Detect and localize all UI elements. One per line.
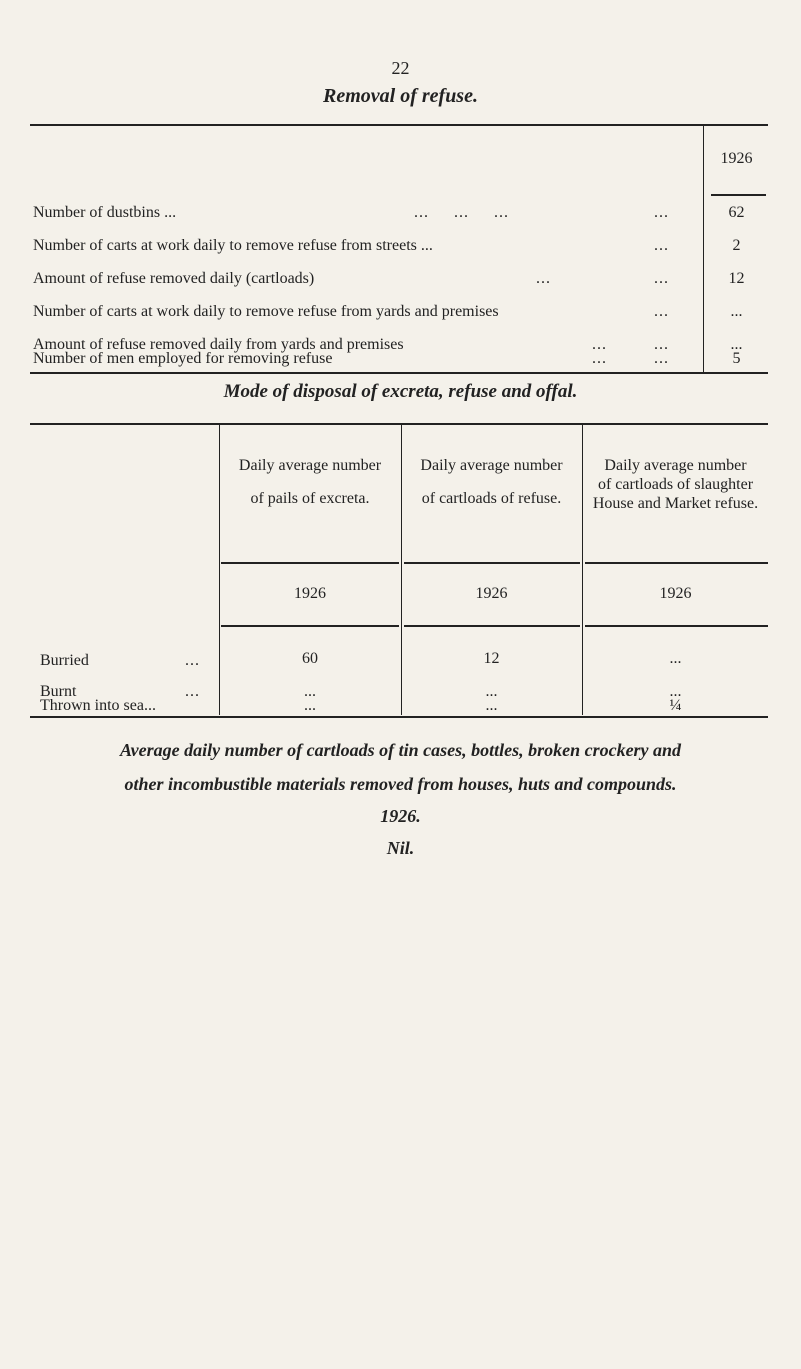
table-bottom-rule (30, 716, 768, 718)
leader-dots: ... (185, 683, 200, 700)
leader-dots: ... ... ... (414, 204, 509, 221)
column-header-line: Daily average number (238, 457, 382, 474)
table-row-value: ... (730, 336, 743, 353)
value-label: Nil. (386, 838, 415, 858)
table-row-label: Number of dustbins ... (33, 204, 177, 221)
header-underline (404, 562, 580, 564)
row-label: Burried (40, 652, 89, 669)
table-cell: 12 (483, 650, 500, 667)
table-row-value: 5 (732, 350, 741, 367)
leader-dots: ... (654, 350, 669, 367)
column-header (583, 456, 768, 513)
leader-dots: ... (654, 303, 669, 320)
table-cell: ... (485, 683, 498, 700)
leader-dots: ... (654, 204, 669, 221)
table-cell: ... (304, 697, 316, 714)
table-bottom-rule (30, 372, 768, 374)
table-row-label: Number of carts at work daily to remove refuse from streets ... (33, 237, 433, 254)
column-header (219, 456, 401, 508)
leader-dots: ... (536, 270, 551, 287)
table-top-rule (30, 423, 768, 425)
page-number: 22 (391, 58, 410, 78)
table-row-label: Number of men employed for removing refuse (33, 350, 333, 367)
table-row-label: Amount of refuse removed daily from yards and premises (33, 336, 404, 353)
table-row-label: Amount of refuse removed daily (cartloads) (33, 270, 315, 287)
leader-dots: ... (654, 336, 669, 353)
section-title: Mode of disposal of excreta, refuse and offal. (223, 381, 578, 402)
table-cell: ... (485, 697, 498, 714)
table-cell: ... (669, 650, 682, 667)
header-underline (221, 562, 399, 564)
leader-dots: ... (185, 652, 200, 669)
table-cell: 60 (302, 650, 318, 667)
section-title-continued: other incombustible materials removed from houses, huts and compounds. (124, 774, 677, 794)
column-year: 1926 (294, 585, 326, 602)
table-top-rule (30, 124, 768, 126)
table-row-value: 62 (728, 204, 745, 221)
year-underline (221, 625, 399, 627)
page-title: Removal of refuse. (323, 85, 478, 107)
leader-dots: ... (592, 350, 607, 367)
year-header: 1926 (720, 150, 753, 167)
table-row-value: ... (730, 303, 743, 320)
row-label: Burnt (40, 683, 77, 700)
year-header-underline (711, 194, 766, 196)
table-row-label: Number of carts at work daily to remove refuse from yards and premises (33, 303, 499, 320)
leader-dots: ... (654, 237, 669, 254)
column-header-line: Daily average number (420, 457, 563, 474)
section-title: Average daily number of cartloads of tin cases, bottles, broken crockery and (119, 740, 682, 760)
leader-dots: ... (592, 336, 607, 353)
leader-dots: ... (654, 270, 669, 287)
year-underline (404, 625, 580, 627)
column-header-line: Daily average number (604, 457, 747, 474)
table-row-value: 12 (728, 270, 745, 287)
year-underline (585, 625, 768, 627)
column-year: 1926 (475, 585, 508, 602)
header-underline (585, 562, 768, 564)
column-header (401, 456, 582, 508)
year-label: 1926. (380, 806, 421, 826)
table-cell: ¼ (669, 697, 682, 714)
column-header-line: of cartloads of slaughter (597, 476, 754, 493)
row-label: Thrown into sea... (40, 697, 156, 714)
column-header-line: of cartloads of refuse. (421, 490, 562, 507)
column-header-line: House and Market refuse. (592, 495, 759, 512)
table-cell: ... (669, 683, 682, 700)
column-year: 1926 (659, 585, 692, 602)
column-header-line: of pails of excreta. (250, 490, 370, 507)
table-cell: ... (304, 683, 316, 700)
table-row-value: 2 (732, 237, 741, 254)
